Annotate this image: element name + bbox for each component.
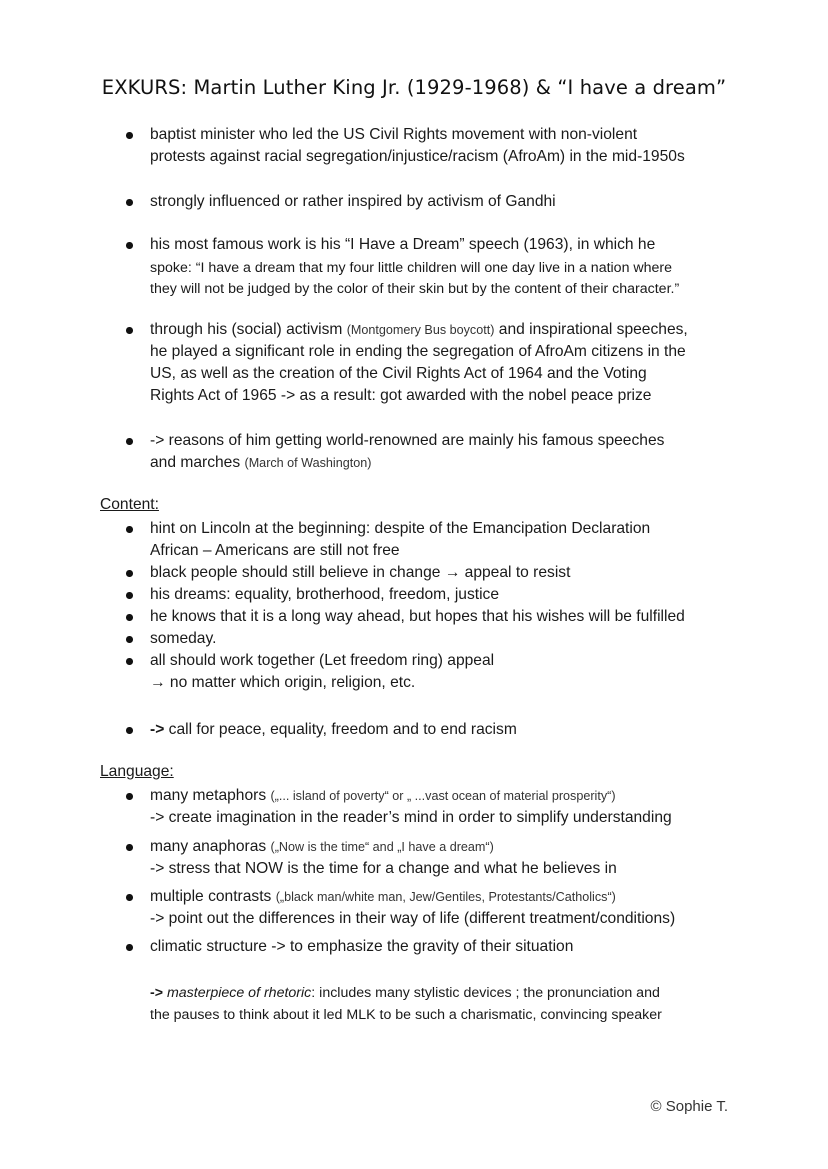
language-item-1-line-1	[150, 785, 616, 807]
intro-bullet-5-line-1: -> reasons of him getting world-renowned are mainly his famous speeches	[150, 432, 665, 449]
content-item-7-text: call for peace, equality, freedom and to end racism	[168, 721, 517, 738]
bullet-marker	[126, 844, 133, 851]
bullet-marker	[126, 727, 133, 734]
language-item-1-line-2: -> create imagination in the reader’s mind in order to simplify understanding	[150, 809, 672, 826]
intro-bullet-3-line-3: they will not be judged by the color of their skin but by the content of their character.”	[150, 281, 680, 297]
content-item-7	[150, 719, 517, 741]
bullet-marker	[126, 592, 133, 599]
language-item-2-example: („Now is the time“ and „I have a dream“)	[270, 840, 494, 854]
intro-bullet-3-line-2: spoke: “I have a dream that my four little children will one day live in a nation where	[150, 260, 673, 276]
bullet-marker	[126, 894, 133, 901]
bullet-marker	[126, 132, 133, 139]
content-item-4: he knows that it is a long way ahead, but hopes that his wishes will be fulfilled	[150, 608, 685, 625]
intro-bullet-4-line-2: he played a significant role in ending the segregation of AfroAm citizens in the	[150, 343, 686, 360]
intro-bullet-4-line-1	[150, 319, 688, 341]
language-item-2-line-1	[150, 836, 494, 858]
language-item-3-example: („black man/white man, Jew/Gentiles, Protestants/Catholics“)	[275, 890, 616, 904]
intro-bullet-2: strongly influenced or rather inspired by activism of Gandhi	[150, 193, 556, 210]
intro-bullet-4-line-4: Rights Act of 1965 -> as a result: got awarded with the nobel peace prize	[150, 387, 652, 404]
content-item-7-arrow: ->	[150, 721, 165, 738]
content-item-1-line-1: hint on Lincoln at the beginning: despite of the Emancipation Declaration	[150, 520, 651, 537]
content-item-3: his dreams: equality, brotherhood, freedom, justice	[150, 586, 500, 603]
intro-bullet-4-line-3: US, as well as the creation of the Civil Rights Act of 1964 and the Voting	[150, 365, 647, 382]
intro-bullet-5-line-2	[150, 452, 371, 474]
bullet-marker	[126, 658, 133, 665]
copyright-footer: © Sophie T.	[650, 1098, 728, 1115]
content-item-6-line-1: all should work together (Let freedom ring) appeal	[150, 652, 495, 669]
bullet-marker	[126, 944, 133, 951]
intro-bullet-1-line-1: baptist minister who led the US Civil Rights movement with non-violent	[150, 126, 638, 143]
language-item-4: climatic structure -> to emphasize the gravity of their situation	[150, 938, 574, 955]
bullet-marker	[126, 438, 133, 445]
language-item-1-title: many metaphors	[150, 787, 267, 804]
language-item-2-line-2: -> stress that NOW is the time for a change and what he believes in	[150, 860, 617, 877]
intro-bullet-4-text-a: through his (social) activism	[150, 321, 343, 338]
intro-bullet-1-line-2: protests against racial segregation/injustice/racism (AfroAm) in the mid-1950s	[150, 148, 685, 165]
bullet-marker	[126, 793, 133, 800]
content-item-1-line-2: African – Americans are still not free	[150, 542, 400, 559]
content-item-5: someday.	[150, 630, 217, 647]
conclusion-line-2: the pauses to think about it led MLK to be such a charismatic, convincing speaker	[150, 1007, 662, 1023]
conclusion-emphasis: masterpiece of rhetoric	[166, 985, 312, 1001]
bullet-marker	[126, 570, 133, 577]
intro-bullet-3-line-1: his most famous work is his “I Have a Dream” speech (1963), in which he	[150, 236, 656, 253]
bullet-marker	[126, 614, 133, 621]
content-heading: Content:	[100, 496, 159, 513]
intro-bullet-4-text-c: and inspirational speeches,	[498, 321, 688, 338]
language-item-3-line-2: -> point out the differences in their way of life (different treatment/conditions)	[150, 910, 676, 927]
conclusion-text: : includes many stylistic devices ; the pronunciation and	[311, 985, 660, 1001]
intro-bullet-5-text: and marches	[150, 454, 241, 471]
page-title: EXKURS: Martin Luther King Jr. (1929-1968) & “I have a dream”	[101, 76, 727, 99]
bullet-marker	[126, 327, 133, 334]
content-item-6-line-2: → no matter which origin, religion, etc.	[150, 674, 416, 691]
bullet-marker	[126, 526, 133, 533]
language-item-1-example: („... island of poverty“ or „ ...vast ocean of material prosperity“)	[270, 789, 616, 803]
bullet-marker	[126, 242, 133, 249]
bullet-marker	[126, 199, 133, 206]
language-item-2-title: many anaphoras	[150, 838, 267, 855]
intro-bullet-4-aside: (Montgomery Bus boycott)	[346, 323, 495, 337]
conclusion-line-1	[150, 982, 660, 1004]
bullet-marker	[126, 636, 133, 643]
language-item-3-line-1	[150, 886, 616, 908]
content-item-2: black people should still believe in change → appeal to resist	[150, 564, 571, 581]
conclusion-arrow: ->	[150, 985, 164, 1001]
language-heading: Language:	[100, 763, 174, 780]
language-item-3-title: multiple contrasts	[150, 888, 272, 905]
intro-bullet-5-aside: (March of Washington)	[244, 456, 372, 470]
